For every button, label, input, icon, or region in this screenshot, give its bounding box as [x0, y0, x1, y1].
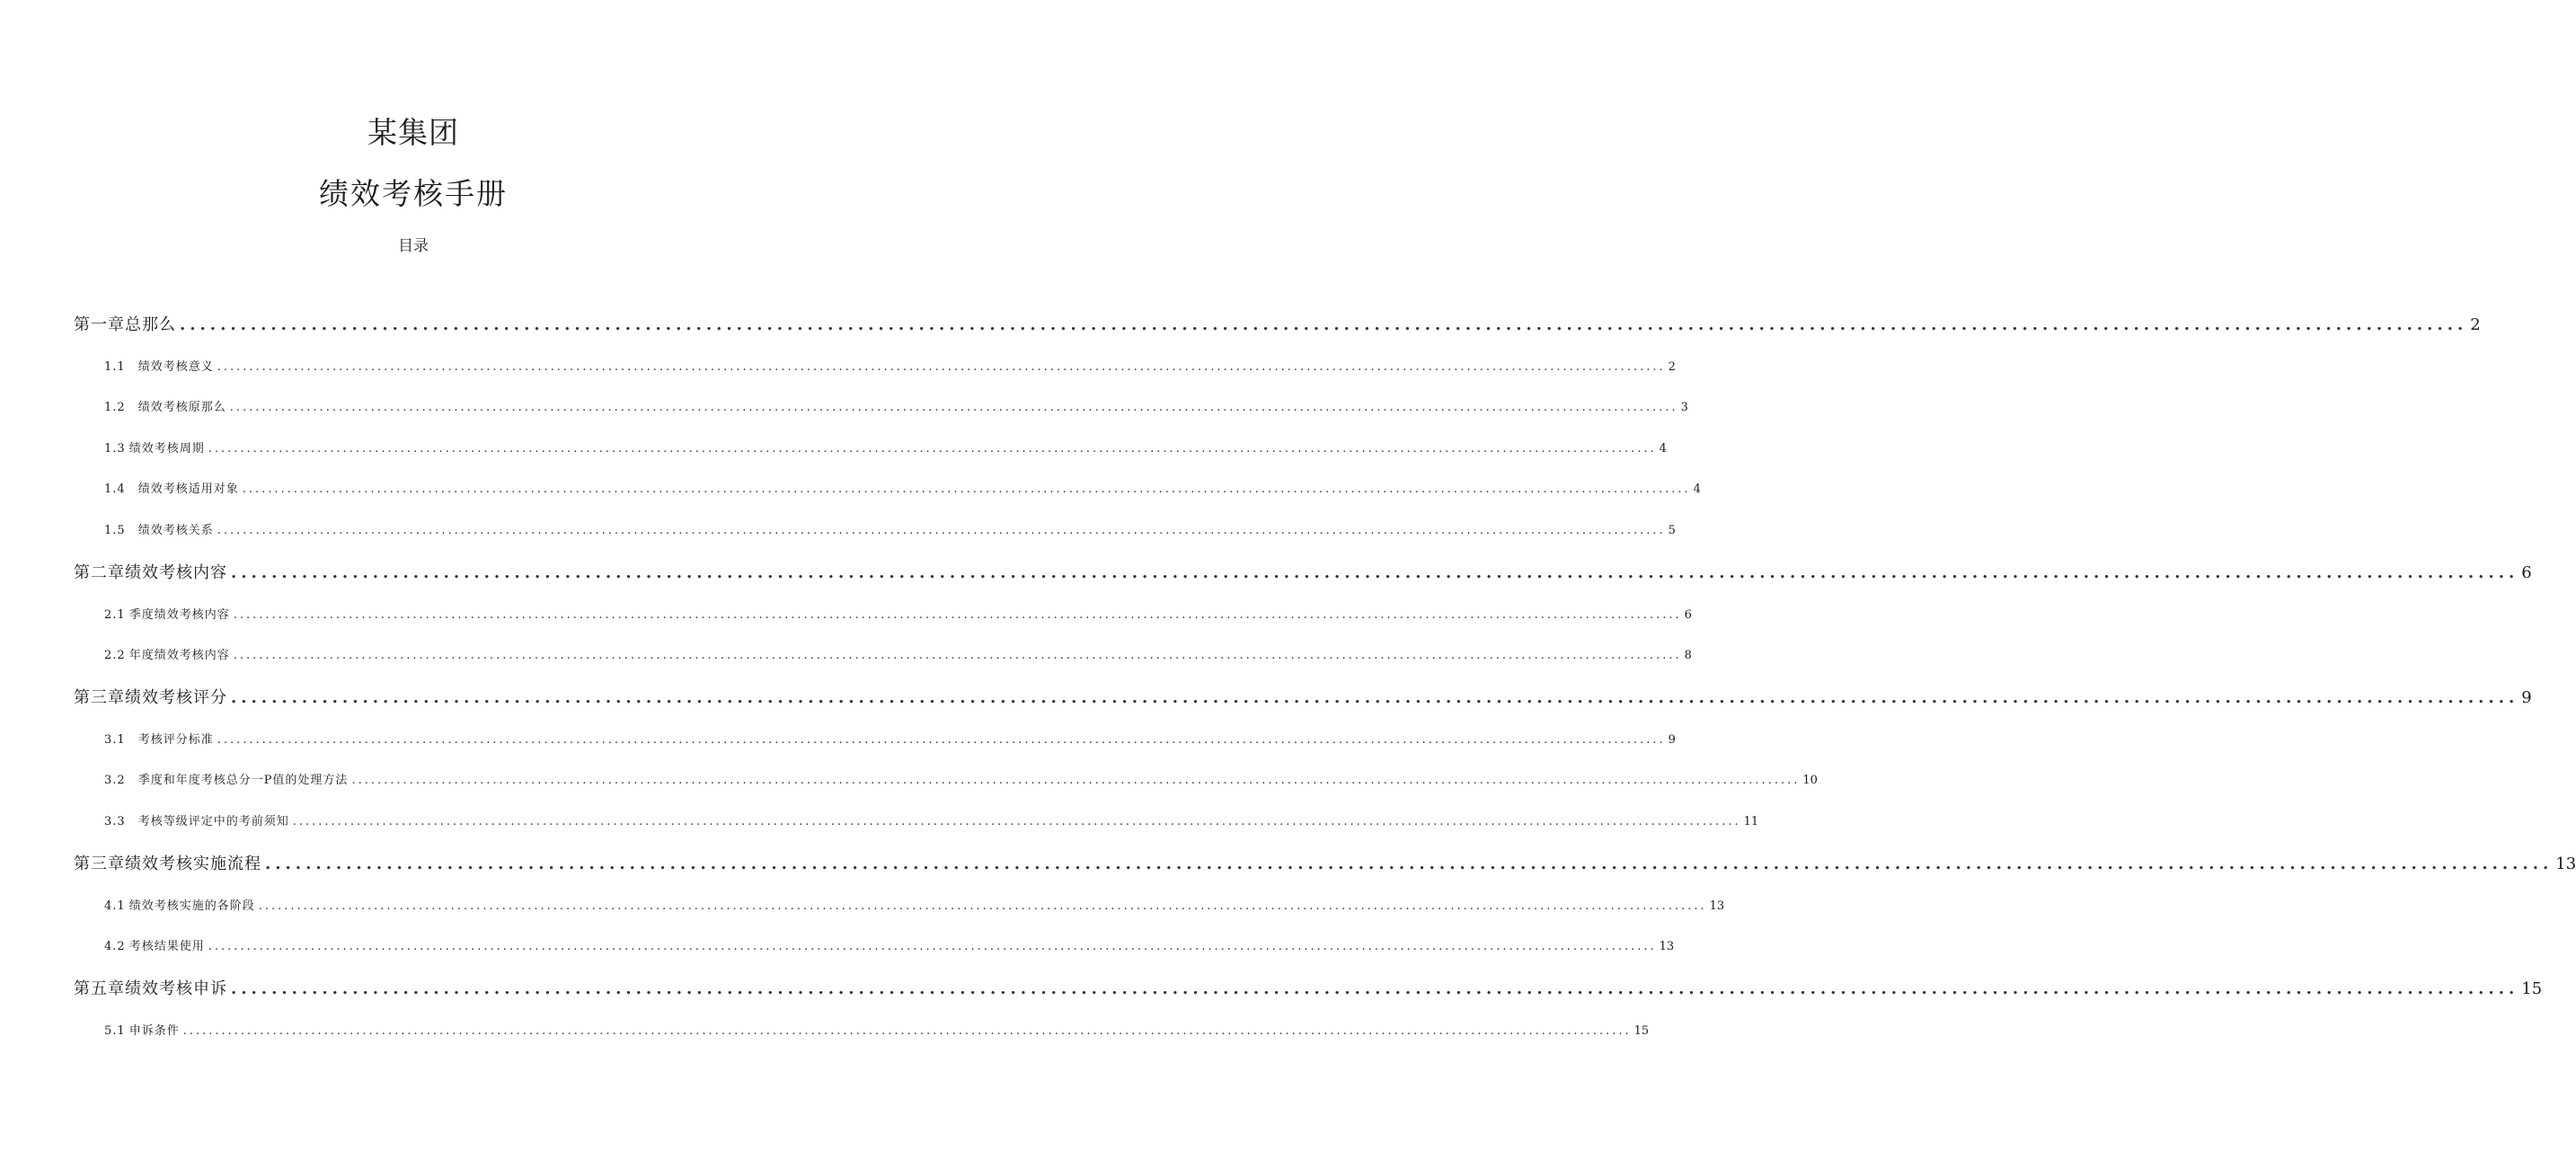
toc-entry-chapter-1[interactable] — [74, 314, 2481, 337]
toc-page-number: 3 — [1680, 401, 1688, 414]
toc-entry-chapter-4[interactable] — [74, 853, 2576, 876]
toc-entry-label: 绩效考核关系 — [137, 524, 214, 537]
toc-entry-label: 第一章总那么 — [74, 315, 176, 334]
toc-entry-chapter-3[interactable] — [74, 686, 2532, 710]
toc-section-number: 1.2 — [104, 401, 126, 414]
toc-leader-dots: .................................................................................................................................................................................................................................. — [292, 815, 1741, 828]
toc-page-number: 5 — [1668, 524, 1676, 537]
toc-section-number: 3.3 — [104, 815, 126, 828]
toc-page-number: 9 — [2521, 688, 2532, 707]
toc-entry-chapter-2[interactable] — [74, 562, 2532, 585]
toc-page-number: 6 — [2521, 563, 2532, 582]
toc-leader-dots: .................................................................................................................................................................................................................................. — [180, 315, 2468, 334]
toc-entry-label: 第二章绩效考核内容 — [74, 563, 227, 582]
toc-leader-dots: .................................................................................................................................................................................................................................. — [242, 483, 1691, 496]
toc-entry-section-2-2[interactable] — [104, 647, 1692, 665]
toc-page-number: 15 — [1633, 1024, 1650, 1038]
toc-entry-label: 考核等级评定中的考前须知 — [137, 815, 289, 828]
toc-leader-dots: .................................................................................................................................................................................................................................. — [208, 940, 1657, 953]
toc-page-number: 4 — [1693, 483, 1701, 496]
toc-entry-section-1-4[interactable] — [104, 481, 1701, 499]
toc-page-number: 13 — [1709, 899, 1725, 913]
toc-page-number: 13 — [2555, 855, 2576, 873]
toc-section-number: 2.1 — [104, 608, 126, 622]
toc-leader-dots: .................................................................................................................................................................................................................................. — [217, 524, 1666, 537]
toc-entry-section-1-1[interactable] — [104, 359, 1676, 376]
toc-page-number: 2 — [1668, 360, 1676, 374]
toc-leader-dots: .................................................................................................................................................................................................................................. — [233, 608, 1682, 622]
toc-leader-dots: .................................................................................................................................................................................................................................. — [233, 649, 1682, 662]
toc-entry-section-1-3[interactable] — [104, 440, 1667, 458]
toc-section-number: 2.2 — [104, 649, 126, 662]
toc-page-number: 2 — [2470, 315, 2481, 334]
toc-entry-section-3-3[interactable] — [104, 813, 1759, 831]
toc-leader-dots: .................................................................................................................................................................................................................................. — [182, 1024, 1632, 1038]
toc-section-number: 5.1 — [104, 1024, 126, 1038]
toc-leader-dots: .................................................................................................................................................................................................................................. — [229, 401, 1678, 414]
toc-page-number: 9 — [1668, 733, 1676, 747]
toc-page-number: 8 — [1684, 649, 1692, 662]
toc-section-number: 1.4 — [104, 483, 126, 496]
toc-leader-dots: .................................................................................................................................................................................................................................. — [231, 979, 2519, 998]
toc-entry-section-3-1[interactable] — [104, 731, 1676, 749]
toc-leader-dots: .................................................................................................................................................................................................................................. — [231, 563, 2519, 582]
toc-section-number: 4.2 — [104, 940, 126, 953]
document-title-manual: 绩效考核手册 — [319, 176, 508, 211]
toc-entry-label: 季度和年度考核总分一P值的处理方法 — [137, 774, 349, 787]
toc-entry-label: 绩效考核适用对象 — [137, 483, 239, 496]
toc-page-number: 6 — [1684, 608, 1692, 622]
toc-entry-section-3-2[interactable] — [104, 772, 1818, 790]
toc-entry-section-4-2[interactable] — [104, 938, 1675, 956]
toc-entry-section-2-1[interactable] — [104, 607, 1692, 624]
toc-leader-dots: .................................................................................................................................................................................................................................. — [217, 733, 1666, 747]
toc-entry-label: 绩效考核原那么 — [137, 401, 226, 414]
toc-section-number: 3.1 — [104, 733, 126, 747]
toc-entry-label: 申诉条件 — [128, 1024, 180, 1038]
toc-heading: 目录 — [398, 237, 429, 255]
toc-entry-chapter-5[interactable] — [74, 978, 2543, 1001]
toc-section-number: 1.3 — [104, 442, 126, 456]
toc-leader-dots: .................................................................................................................................................................................................................................. — [265, 855, 2554, 873]
toc-page-number: 15 — [2521, 979, 2543, 998]
toc-section-number: 4.1 — [104, 899, 126, 913]
toc-entry-section-5-1[interactable] — [104, 1023, 1650, 1041]
toc-entry-label: 考核评分标准 — [137, 733, 214, 747]
toc-entry-label: 第三章绩效考核评分 — [74, 688, 227, 707]
toc-section-number: 3.2 — [104, 774, 126, 787]
toc-entry-label: 绩效考核周期 — [128, 442, 205, 456]
toc-entry-label: 第三章绩效考核实施流程 — [74, 855, 261, 873]
toc-leader-dots: .................................................................................................................................................................................................................................. — [258, 899, 1707, 913]
toc-page-number: 11 — [1743, 815, 1759, 828]
toc-page-number: 4 — [1659, 442, 1667, 456]
toc-leader-dots: .................................................................................................................................................................................................................................. — [351, 774, 1801, 787]
toc-entry-section-4-1[interactable] — [104, 898, 1725, 916]
toc-entry-label: 绩效考核实施的各阶段 — [128, 899, 255, 913]
toc-entry-label: 考核结果使用 — [128, 940, 205, 953]
toc-entry-label: 季度绩效考核内容 — [128, 608, 230, 622]
toc-entry-section-1-2[interactable] — [104, 399, 1688, 417]
toc-leader-dots: .................................................................................................................................................................................................................................. — [231, 688, 2519, 707]
toc-leader-dots: .................................................................................................................................................................................................................................. — [217, 360, 1666, 374]
toc-entry-label: 年度绩效考核内容 — [128, 649, 230, 662]
toc-leader-dots: .................................................................................................................................................................................................................................. — [208, 442, 1657, 456]
toc-section-number: 1.5 — [104, 524, 126, 537]
document-title-company: 某集团 — [367, 115, 459, 150]
toc-section-number: 1.1 — [104, 360, 126, 374]
toc-page-number: 10 — [1802, 774, 1818, 787]
toc-page-number: 13 — [1659, 940, 1675, 953]
toc-entry-label: 绩效考核意义 — [137, 360, 214, 374]
toc-entry-section-1-5[interactable] — [104, 522, 1676, 540]
toc-entry-label: 第五章绩效考核申诉 — [74, 979, 227, 998]
